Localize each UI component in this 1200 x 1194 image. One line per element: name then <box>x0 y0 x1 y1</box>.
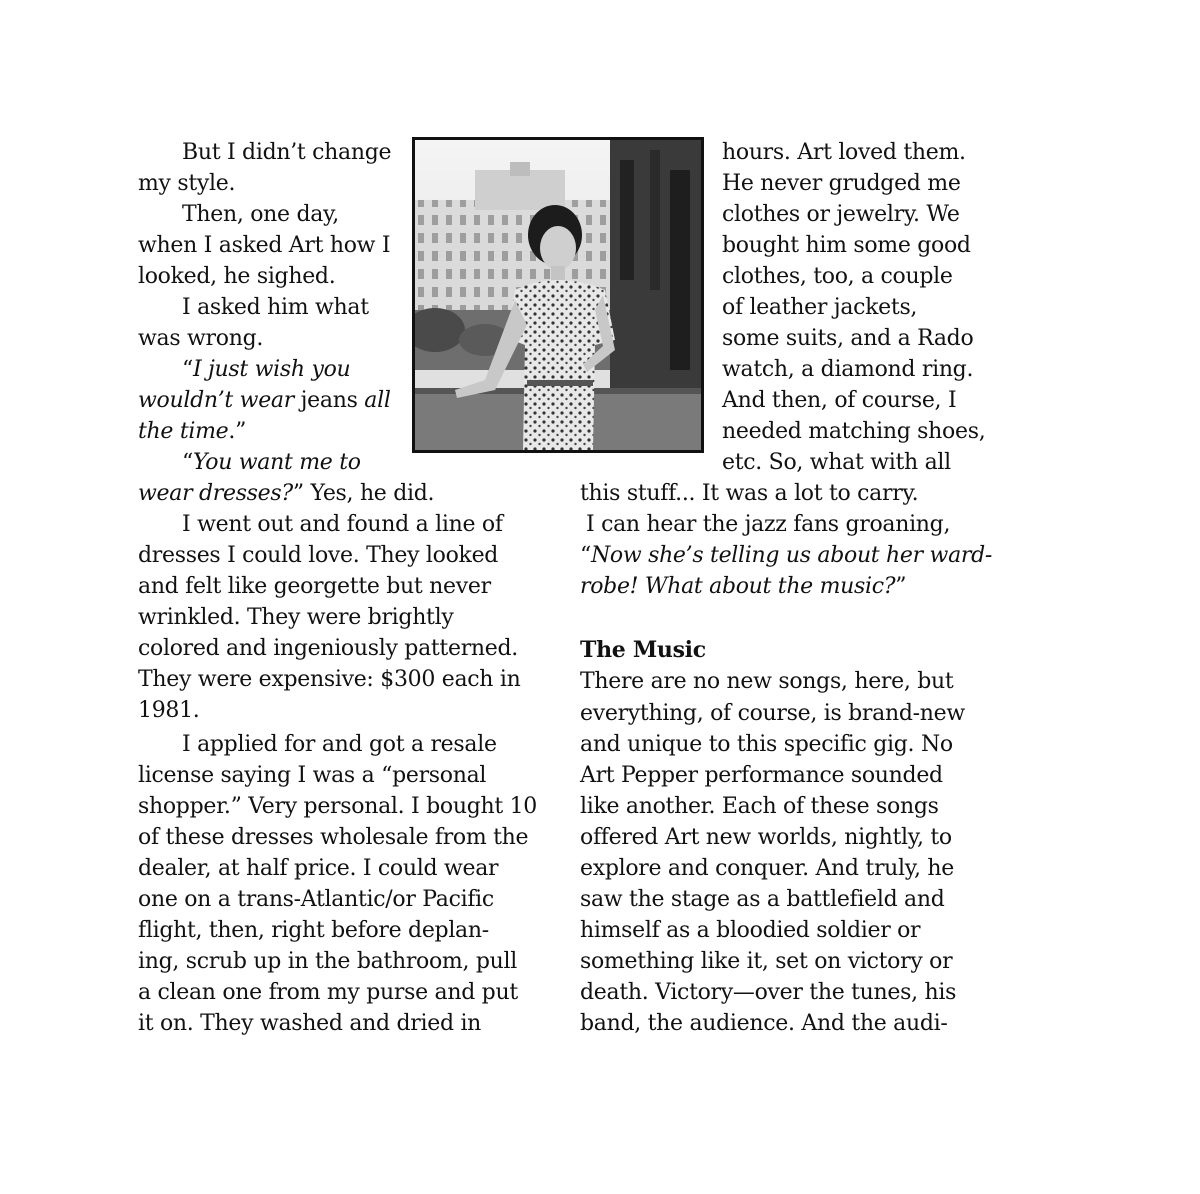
text-line: dresses I could love. They looked <box>138 543 499 568</box>
section-heading: The Music <box>580 637 706 663</box>
text-line: But I didn’t change <box>182 140 392 165</box>
text-line: looked, he sighed. <box>138 264 336 289</box>
text-line: of leather jackets, <box>722 295 918 320</box>
text-line: my style. <box>138 171 236 196</box>
text-line: the time.” <box>138 419 247 444</box>
text-line: I can hear the jazz fans groaning, <box>586 512 951 537</box>
text-line: wear dresses?” Yes, he did. <box>138 481 435 506</box>
text-line: There are no new songs, here, but <box>580 669 954 694</box>
photo-illustration <box>415 140 701 450</box>
text-line: colored and ingeniously patterned. <box>138 636 518 661</box>
text-line: bought him some good <box>722 233 971 258</box>
text-line: flight, then, right before deplan- <box>138 918 489 943</box>
text-line: and unique to this specific gig. No <box>580 732 953 757</box>
text-line: this stuff... It was a lot to carry. <box>580 481 919 506</box>
text-line: something like it, set on victory or <box>580 949 953 974</box>
text-line: 1981. <box>138 698 200 723</box>
text-line: needed matching shoes, <box>722 419 986 444</box>
text-line: dealer, at half price. I could wear <box>138 856 499 881</box>
text-line: clothes or jewelry. We <box>722 202 960 227</box>
text-line: clothes, too, a couple <box>722 264 953 289</box>
text-line: “I just wish you <box>182 357 351 382</box>
text-line: offered Art new worlds, nightly, to <box>580 825 952 850</box>
text-line: saw the stage as a battlefield and <box>580 887 945 912</box>
text-line: Art Pepper performance sounded <box>580 763 943 788</box>
text-line: was wrong. <box>138 326 264 351</box>
text-line: He never grudged me <box>722 171 961 196</box>
text-line: band, the audience. And the audi- <box>580 1011 948 1036</box>
text-line: I applied for and got a resale <box>182 732 497 757</box>
woman-on-balcony-photo <box>412 137 704 453</box>
text-line: robe! What about the music?” <box>580 574 907 599</box>
text-line: shopper.” Very personal. I bought 10 <box>138 794 537 819</box>
text-line: of these dresses wholesale from the <box>138 825 529 850</box>
text-line: and felt like georgette but never <box>138 574 491 599</box>
text-line: hours. Art loved them. <box>722 140 966 165</box>
text-line: some suits, and a Rado <box>722 326 974 351</box>
text-line: wrinkled. They were brightly <box>138 605 454 630</box>
text-line: it on. They washed and dried in <box>138 1011 482 1036</box>
text-line: explore and conquer. And truly, he <box>580 856 954 881</box>
text-line: like another. Each of these songs <box>580 794 939 819</box>
text-line: everything, of course, is brand-new <box>580 701 965 726</box>
text-line: ing, scrub up in the bathroom, pull <box>138 949 518 974</box>
text-line: And then, of course, I <box>722 388 957 413</box>
text-line: death. Victory—over the tunes, his <box>580 980 957 1005</box>
text-line: a clean one from my purse and put <box>138 980 518 1005</box>
text-line: when I asked Art how I <box>138 233 391 258</box>
text-line: I went out and found a line of <box>182 512 503 537</box>
text-line: etc. So, what with all <box>722 450 951 475</box>
text-line: license saying I was a “personal <box>138 763 487 788</box>
text-line: wouldn’t wear jeans all <box>138 388 391 413</box>
text-line: watch, a diamond ring. <box>722 357 974 382</box>
text-line: himself as a bloodied soldier or <box>580 918 921 943</box>
text-line: one on a trans-Atlantic/or Pacific <box>138 887 494 912</box>
text-line: “Now she’s telling us about her ward- <box>580 543 993 568</box>
text-line: They were expensive: $300 each in <box>138 667 521 692</box>
text-line: “You want me to <box>182 450 361 475</box>
text-line: I asked him what <box>182 295 369 320</box>
text-line: Then, one day, <box>182 202 339 227</box>
